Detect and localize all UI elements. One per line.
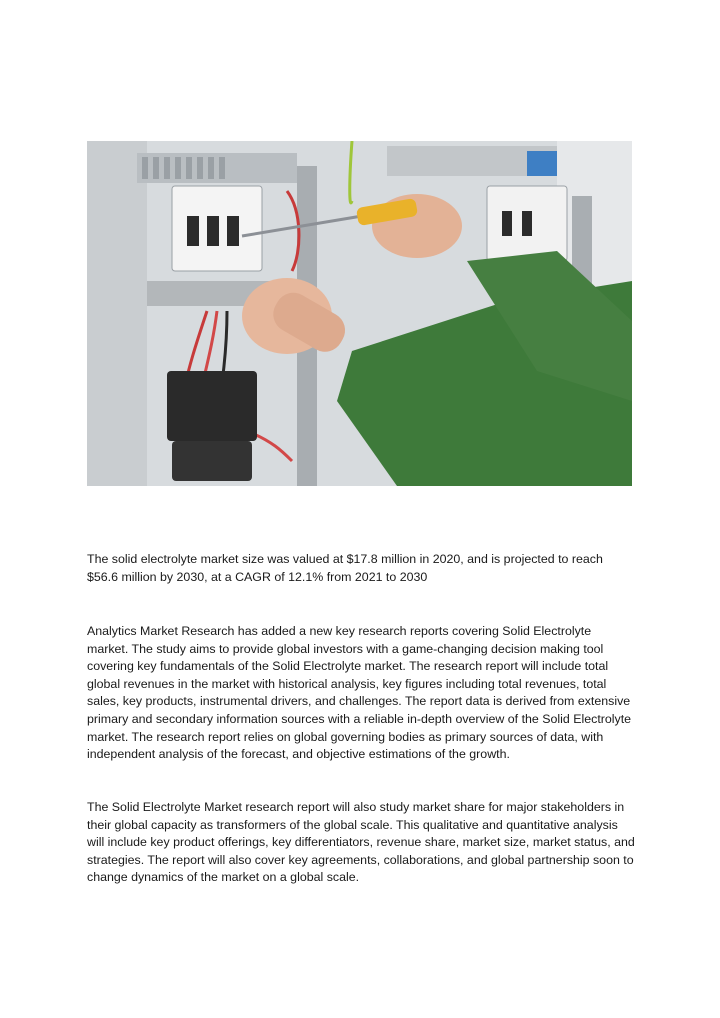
electrician-panel-photo <box>87 141 632 486</box>
report-overview-paragraph: Analytics Market Research has added a new key research reports covering Solid Electrolyte market. The study aims to provide global investors with a game-changing decision making tool covering key fundamentals of the Solid Electrolyte market. The research report will include total global revenues in the market with historical analysis, key figures including total revenues, total sales, key products, instrumental drivers, and challenges. The report data is derived from extensive primary and secondary information sources with a reliable in-depth overview of the Solid Electrolyte market. The research report relies on global governing bodies as primary sources of data, with independent analysis of the forecast, and objective estimations of the growth. <box>87 624 632 762</box>
market-share-paragraph: The Solid Electrolyte Market research report will also study market share for major stakeholders in their global capacity as transformers of the global scale. This qualitative and quantitative analysis will include key product offerings, key differentiators, revenue share, market size, market status, and strategies. The report will also cover key agreements, collaborations, and global partnership soon to change dynamics of the market on a global scale. <box>87 800 635 885</box>
market-size-paragraph: The solid electrolyte market size was valued at $17.8 million in 2020, and is projected to reach $56.6 million by 2030, at a CAGR of 12.1% from 2021 to 2030 <box>87 552 603 584</box>
photo-illustration <box>87 141 632 486</box>
